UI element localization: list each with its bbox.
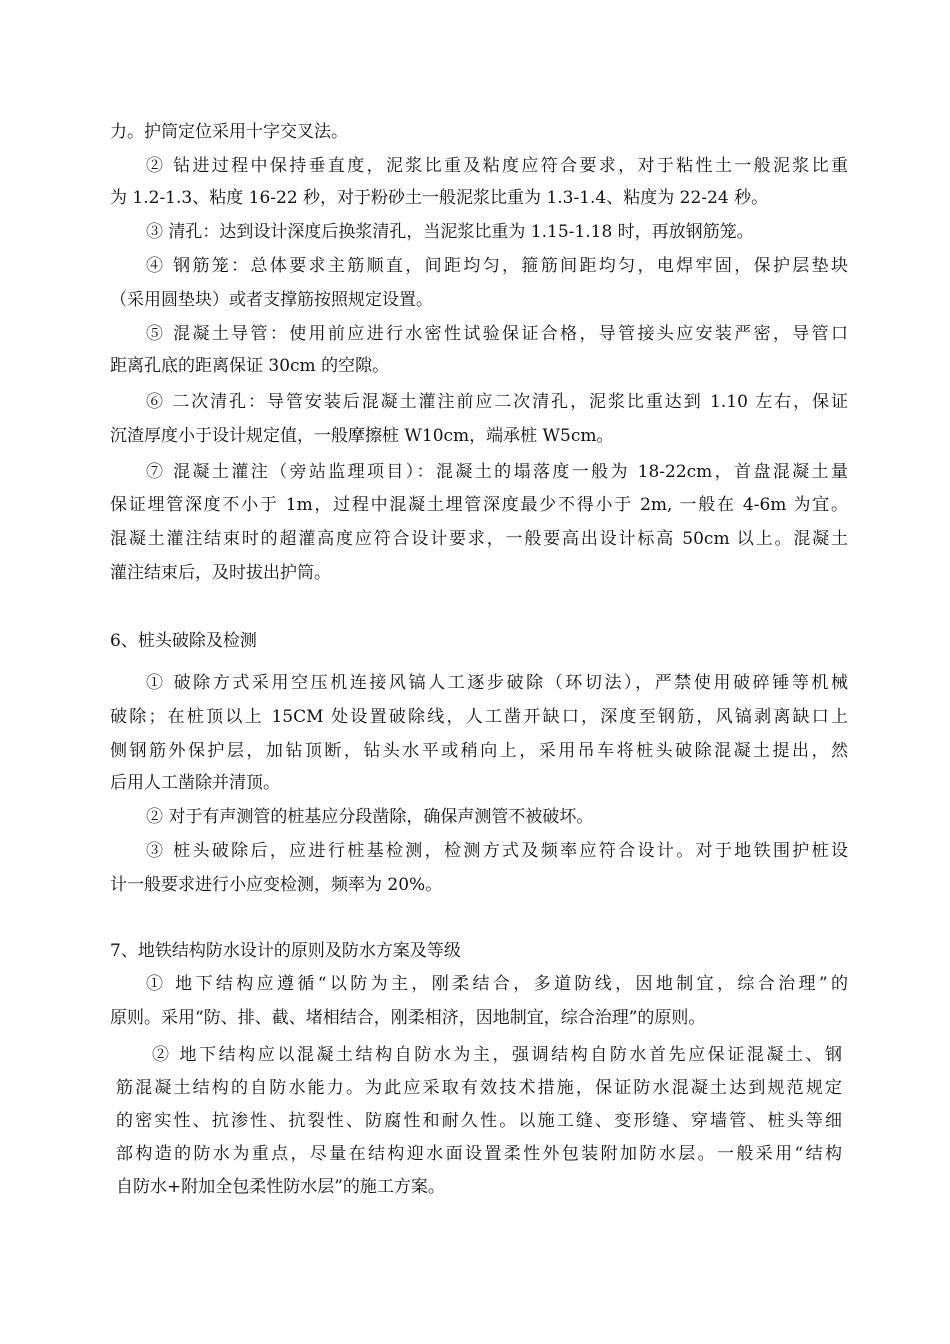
paragraph-line: 为 1.2-1.3、粘度 16-22 秒，对于粉砂土一般泥浆比重为 1.3-1.4、粘度为 22-24 秒。 [110, 188, 769, 208]
paragraph-line: ③ 清孔：达到设计深度后换浆清孔，当泥浆比重为 1.15-1.18 时，再放钢筋笼。 [146, 222, 754, 242]
paragraph-line: 距离孔底的距离保证 30cm 的空隙。 [110, 356, 390, 376]
paragraph-line: 计一般要求进行小应变检测，频率为 20%。 [110, 875, 443, 895]
section-heading: 7、地铁结构防水设计的原则及防水方案及等级 [110, 941, 461, 961]
paragraph-line: ② 钻进过程中保持垂直度，泥浆比重及粘度应符合要求，对于粘性土一般泥浆比重 [146, 156, 848, 176]
paragraph-line: ⑤ 混凝土导管：使用前应进行水密性试验保证合格，导管接头应安装严密，导管口 [146, 324, 848, 344]
paragraph-line: 力。护筒定位采用十字交叉法。 [110, 122, 348, 142]
paragraph-line: 侧钢筋外保护层，加钻顶断，钻头水平或稍向上，采用吊车将桩头破除混凝土提出，然 [110, 741, 848, 761]
section-heading: 6、桩头破除及检测 [110, 631, 257, 651]
paragraph-line: 混凝土灌注结束时的超灌高度应符合设计要求，一般要高出设计标高 50cm 以上。混凝土 [110, 529, 848, 549]
paragraph-line: ④ 钢筋笼：总体要求主筋顺直，间距均匀，箍筋间距均匀，电焊牢固，保护层垫块 [146, 256, 848, 276]
paragraph-line: 后用人工凿除并清顶。 [110, 773, 280, 793]
paragraph-line: ① 破除方式采用空压机连接风镐人工逐步破除（环切法），严禁使用破碎锤等机械 [146, 673, 848, 693]
paragraph-line: 保证埋管深度不小于 1m，过程中混凝土埋管深度最少不得小于 2m, 一般在 4-6m 为宜。 [110, 495, 848, 515]
paragraph-line: ⑥ 二次清孔：导管安装后混凝土灌注前应二次清孔，泥浆比重达到 1.10 左右，保证 [146, 392, 848, 412]
paragraph-line: ③ 桩头破除后，应进行桩基检测，检测方式及频率应符合设计。对于地铁围护桩设 [146, 841, 848, 861]
paragraph-line: ② 地下结构应以混凝土结构自防水为主，强调结构自防水首先应保证混凝土、钢 [152, 1045, 842, 1065]
paragraph-line: 自防水+附加全包柔性防水层”的施工方案。 [116, 1177, 445, 1197]
paragraph-line: 灌注结束后，及时拔出护筒。 [110, 563, 331, 583]
paragraph-line: ② 对于有声测管的桩基应分段凿除，确保声测管不被破坏。 [146, 807, 594, 827]
paragraph-line: 筋混凝土结构的自防水能力。为此应采取有效技术措施，保证防水混凝土达到规范规定 [116, 1078, 842, 1098]
paragraph-line: ⑦ 混凝土灌注（旁站监理项目）：混凝土的塌落度一般为 18-22cm，首盘混凝土量 [146, 462, 848, 482]
paragraph-line: （采用圆垫块）或者支撑筋按照规定设置。 [110, 290, 433, 310]
paragraph-line: 破除；在桩顶以上 15CM 处设置破除线，人工凿开缺口，深度至钢筋，风镐剥离缺口上 [110, 707, 848, 727]
paragraph-line: 部构造的防水为重点，尽量在结构迎水面设置柔性外包装附加防水层。一般采用“结构 [116, 1144, 842, 1164]
paragraph-line: 的密实性、抗渗性、抗裂性、防腐性和耐久性。以施工缝、变形缝、穿墙管、桩头等细 [116, 1111, 842, 1131]
paragraph-line: ① 地下结构应遵循“以防为主，刚柔结合，多道防线，因地制宜，综合治理”的 [146, 974, 848, 994]
paragraph-line: 原则。采用“防、排、截、堵相结合，刚柔相济，因地制宜，综合治理”的原则。 [110, 1008, 706, 1028]
paragraph-line: 沉渣厚度小于设计规定值，一般摩擦桩 W10cm，端承桩 W5cm。 [110, 426, 614, 446]
